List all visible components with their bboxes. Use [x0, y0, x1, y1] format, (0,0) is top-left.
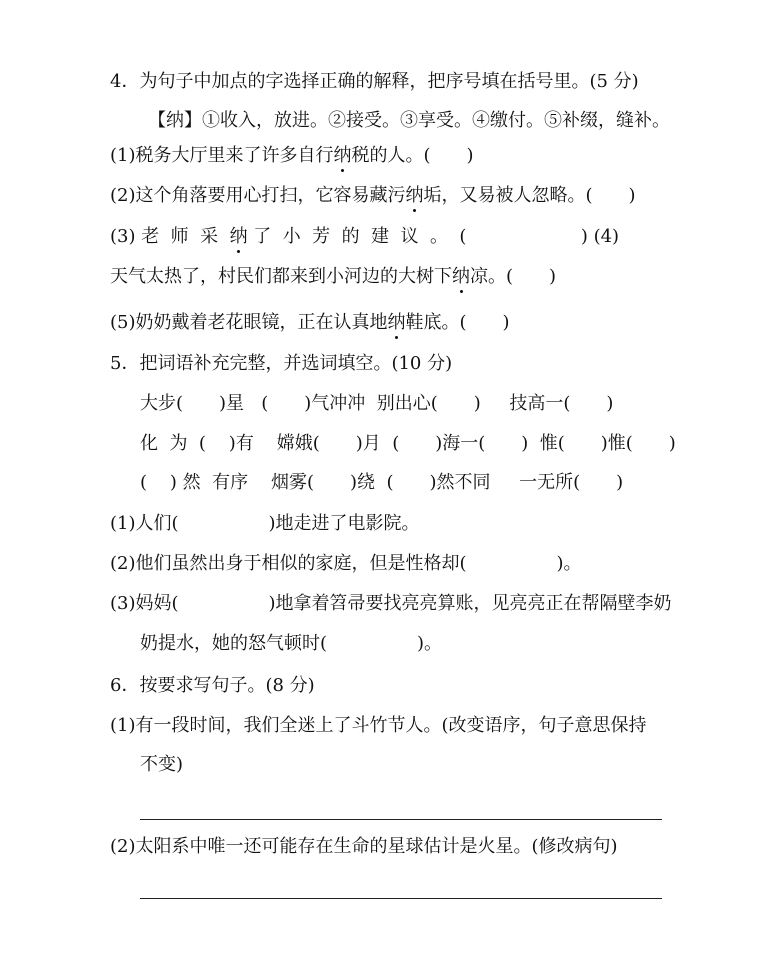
dotted-char: 纳 — [229, 226, 248, 247]
q5-sentence-3-cont: 奶提水，她的怒气顿时( )。 — [140, 633, 443, 654]
q4-sentence-1: (1)税务大厅里来了许多自行纳税的人。( ) — [110, 145, 474, 166]
q5-sentence-3: (3)妈妈( )地拿着笤帚要找亮亮算账，见亮亮正在帮隔壁李奶 — [110, 593, 672, 614]
answer-line-1[interactable] — [140, 819, 662, 820]
q6-sentence-1-cont: 不变) — [140, 754, 184, 775]
dotted-char: 纳 — [387, 312, 406, 333]
q6-title: 6．按要求写句子。(8 分) — [110, 675, 315, 696]
q5-title: 5．把词语补充完整，并选词填空。(10 分) — [110, 353, 453, 374]
dotted-char: 纳 — [452, 266, 470, 287]
q4-definition: 【纳】①收入，放进。②接受。③享受。④缴付。⑤补缀，缝补。 — [148, 110, 670, 131]
q5-word-row-3: ( ) 然 有序 烟雾( )绕 ( )然不同 一无所( ) — [140, 472, 624, 493]
answer-line-2[interactable] — [140, 898, 662, 899]
dotted-char: 纳 — [405, 185, 424, 206]
q4-sentence-3: (3) 老 师 采 纳 了 小 芳 的 建 议 。 ( ) (4) — [110, 226, 620, 247]
q6-sentence-2: (2)太阳系中唯一还可能存在生命的星球估计是火星。(修改病句) — [110, 836, 618, 857]
q5-sentence-2: (2)他们虽然出身于相似的家庭，但是性格却( )。 — [110, 553, 582, 574]
q5-word-row-1: 大步( )星 ( )气冲冲 别出心( ) 技高一( ) — [140, 393, 614, 414]
q6-sentence-1: (1)有一段时间，我们全迷上了斗竹节人。(改变语序，句子意思保持 — [110, 715, 647, 736]
q5-word-row-2: 化 为 ( )有 嫦娥( )月 ( )海一( ) 惟( )惟( ) — [140, 433, 676, 454]
q4-sentence-4: 天气太热了，村民们都来到小河边的大树下纳凉。( ) — [110, 266, 557, 287]
q4-sentence-2: (2)这个角落要用心打扫，它容易藏污纳垢，又易被人忽略。( ) — [110, 185, 636, 206]
q5-sentence-1: (1)人们( )地走进了电影院。 — [110, 513, 420, 534]
q4-title: 4．为句子中加点的字选择正确的解释，把序号填在括号里。(5 分) — [110, 71, 639, 92]
dotted-char: 纳 — [333, 145, 352, 166]
q4-sentence-5: (5)奶奶戴着老花眼镜，正在认真地纳鞋底。( ) — [110, 312, 510, 333]
